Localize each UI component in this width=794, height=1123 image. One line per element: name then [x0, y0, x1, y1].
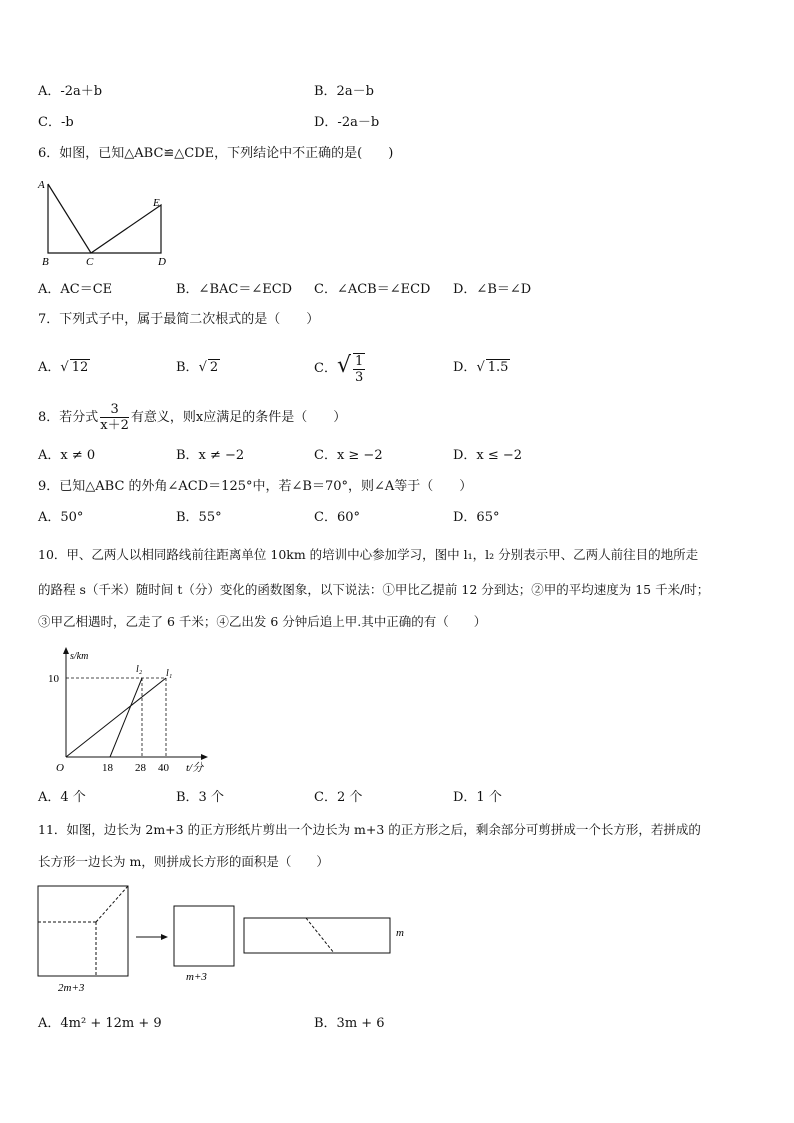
q6-option-d: D．∠B＝∠D [453, 282, 532, 297]
q10-origin-label: O [56, 762, 64, 774]
q6-label-d: D [158, 256, 166, 268]
q11-label-small: m+3 [186, 971, 207, 983]
q11-label-rect: m [396, 927, 404, 939]
q7-b-radicand: 2 [209, 360, 219, 375]
q10-line3: ③甲乙相遇时，乙走了 6 千米；④乙出发 6 分钟后追上甲.其中正确的有（ ） [38, 614, 487, 629]
q10-x-tick-40: 40 [158, 762, 169, 774]
q10-option-d: D．1 个 [453, 790, 502, 805]
q7-a-radicand: 12 [71, 360, 89, 375]
q8-stem: 8．若分式 $\frac{3}{x+2}$ 有意义，则x应满足的条件是（ ） [38, 402, 347, 433]
q8-option-b: B．x ≠ −2 [176, 448, 245, 463]
q7-d-radicand: 1.5 [487, 360, 509, 375]
q6-label-a: A [38, 179, 45, 191]
q11-small-square [174, 906, 234, 966]
q7-option-d: D．√ 1.5 [453, 360, 509, 375]
q9-option-a: A．50° [38, 510, 84, 525]
q9-stem: 9．已知△ABC 的外角∠ACD＝125°中，若∠B＝70°，则∠A等于（ ） [38, 479, 473, 494]
q10-line2: 的路程 s（千米）随时间 t（分）变化的函数图象，以下说法：①甲比乙提前 12 分到达；②甲的平均速度为 15 千米/时； [38, 582, 710, 597]
q11-option-b: B．3m + 6 [314, 1016, 385, 1031]
q6-label-e: E [153, 197, 160, 209]
q10-line1: 10．甲、乙两人以相同路线前往距离单位 10km 的培训中心参加学习，图中 l₁，l₂ 分别表示甲、乙两人前往目的地所走 [38, 547, 699, 562]
q6-label-c: C [86, 256, 94, 268]
q6-label-b: B [42, 256, 49, 268]
q10-option-c: C．2 个 [314, 790, 363, 805]
q11-line2: 长方形一边长为 m，则拼成长方形的面积是（ ） [38, 854, 329, 869]
q11-label-big: 2m+3 [58, 982, 85, 994]
q8-fraction: $\frac{3}{x+2}$ [100, 402, 129, 433]
q11-line1: 11．如图，边长为 2m+3 的正方形纸片剪出一个边长为 m+3 的正方形之后，剩余部分可剪拼成一个长方形，若拼成的 [38, 822, 701, 837]
q6-stem: 6．如图，已知△ABC≌△CDE，下列结论中不正确的是( ) [38, 146, 394, 161]
q6-option-b: B．∠BAC＝∠ECD [176, 282, 293, 297]
q10-option-a: A．4 个 [38, 790, 86, 805]
q10-x-axis-label: t/分 [186, 762, 204, 774]
q11-rectangle [244, 918, 390, 953]
q7-option-a: A．√ 12 [38, 360, 89, 375]
q5-option-b: B．2a－b [314, 84, 374, 99]
q10-line-l2 [110, 678, 142, 757]
q8-option-c: C．x ≥ −2 [314, 448, 383, 463]
q6-option-a: A．AC＝CE [38, 282, 113, 297]
q7-option-b: B．√ 2 [176, 360, 219, 375]
q7-option-c: C．√ $\frac{1}{3}$ [314, 353, 364, 385]
q10-y-tick: 10 [48, 673, 59, 685]
q10-distance-time-graph [44, 645, 234, 775]
q9-option-d: D．65° [453, 510, 500, 525]
q6-triangle-figure [36, 176, 176, 266]
q9-option-c: C．60° [314, 510, 360, 525]
q10-option-b: B．3 个 [176, 790, 224, 805]
q10-label-l2: l₂ [136, 664, 143, 675]
q10-x-tick-28: 28 [135, 762, 146, 774]
q11-option-a: A．4m² + 12m + 9 [38, 1016, 162, 1031]
q9-option-b: B．55° [176, 510, 222, 525]
q10-y-axis-label: s/km [70, 651, 89, 662]
q5-option-d: D．-2a－b [314, 115, 380, 130]
q8-option-d: D．x ≤ −2 [453, 448, 523, 463]
q10-line-l1 [66, 678, 166, 757]
q10-label-l1: l₁ [166, 668, 173, 679]
q8-option-a: A．x ≠ 0 [38, 448, 96, 463]
q7-stem: 7．下列式子中，属于最简二次根式的是（ ） [38, 312, 320, 327]
q5-option-a: A．-2a＋b [38, 84, 103, 99]
q6-option-c: C．∠ACB＝∠ECD [314, 282, 431, 297]
q5-option-c: C．-b [38, 115, 74, 130]
q11-big-square [38, 886, 128, 976]
q11-square-figure [36, 884, 416, 996]
q10-x-tick-18: 18 [102, 762, 113, 774]
